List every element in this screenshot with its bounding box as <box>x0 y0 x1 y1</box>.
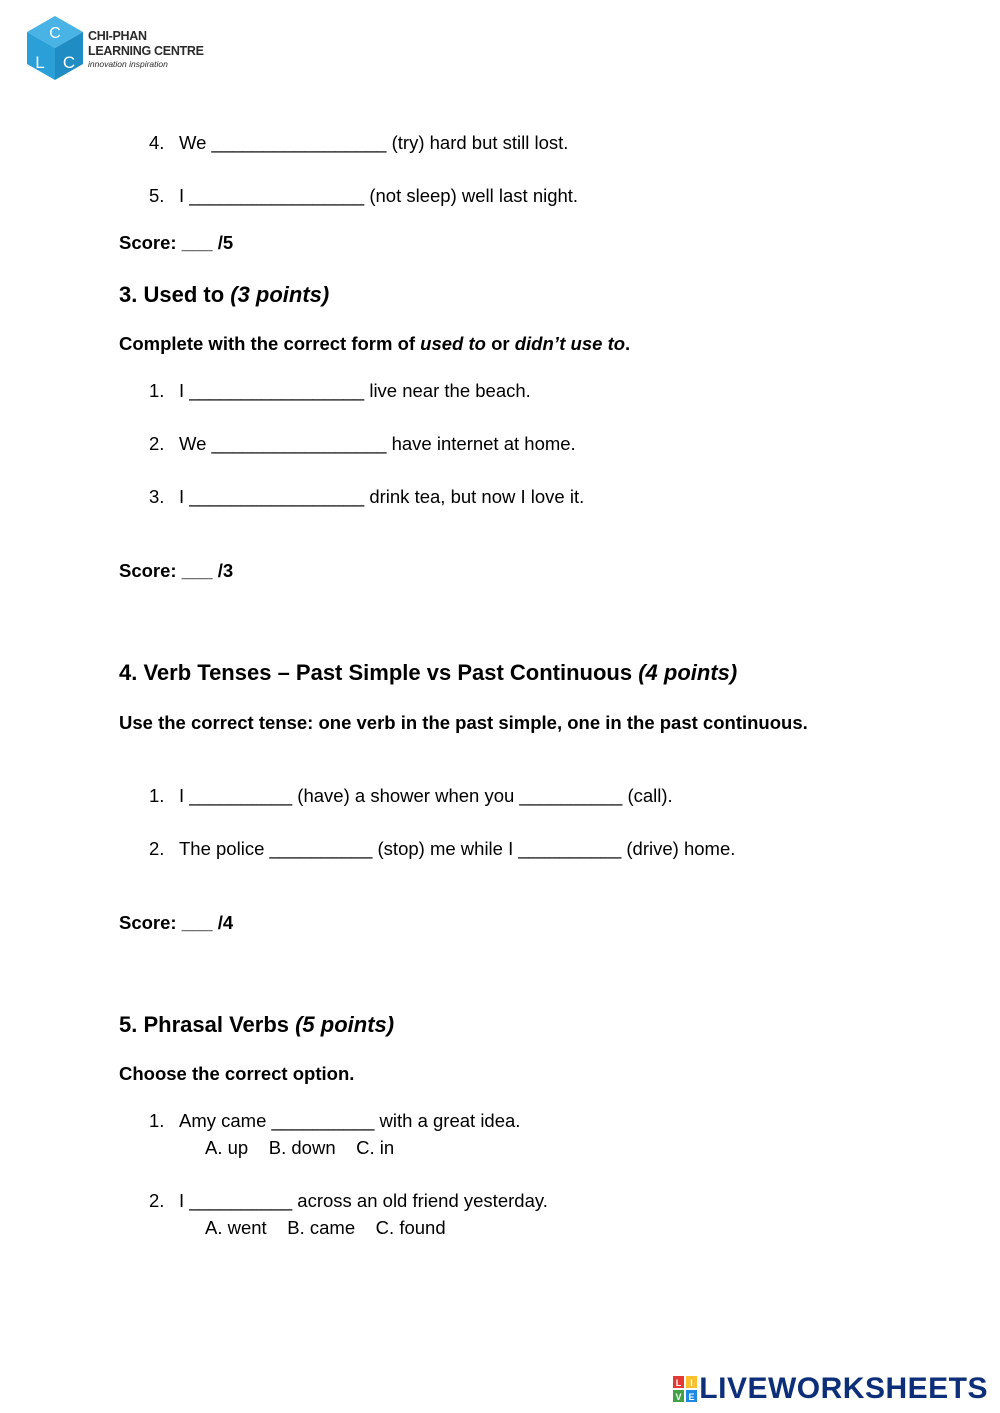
question-text: I _________________ drink tea, but now I love it. <box>179 486 585 507</box>
instruction-text: . <box>625 333 631 354</box>
question-text: I _________________ live near the beach. <box>179 380 531 401</box>
section-3-instruction <box>119 332 630 356</box>
question-2-5 <box>149 184 578 208</box>
question-text: We _________________ (try) hard but still lost. <box>179 132 569 153</box>
org-name-line1: CHI-PHAN <box>88 29 147 43</box>
question-5-1-options: A. up B. down C. in <box>205 1137 395 1158</box>
question-number: 2. <box>149 433 165 454</box>
question-4-2 <box>149 837 735 861</box>
score-blank: ___ <box>176 560 218 581</box>
score-blank: ___ <box>176 912 218 933</box>
question-3-2 <box>149 432 576 456</box>
question-text: The police __________ (stop) me while I __________ (drive) home. <box>179 838 736 859</box>
question-3-1 <box>149 379 531 403</box>
section-title: 3. Used to <box>119 282 231 307</box>
score-section-2 <box>119 231 233 255</box>
question-number: 5. <box>149 185 165 206</box>
question-text: I __________ across an old friend yesterday. <box>179 1190 548 1211</box>
instruction-emphasis: didn’t use to <box>514 333 626 354</box>
logo-letter-right: C <box>62 53 76 72</box>
section-points: (5 points) <box>295 1012 395 1037</box>
question-number: 2. <box>149 1190 165 1211</box>
section-points: (3 points) <box>230 282 330 307</box>
org-tagline: innovation inspiration <box>88 59 168 69</box>
logo-cube-icon <box>20 14 90 84</box>
brand-icon-letter: I <box>690 1378 694 1388</box>
question-2-4 <box>149 131 568 155</box>
section-3-heading <box>119 281 329 309</box>
section-4-heading <box>119 659 737 687</box>
instruction-emphasis: used to <box>420 333 486 354</box>
brand-icon-letter: V <box>675 1392 682 1402</box>
score-section-4 <box>119 911 233 935</box>
brand-icon-letter: L <box>676 1378 682 1388</box>
brand-icon-letter: E <box>688 1392 695 1402</box>
question-5-2-options: A. went B. came C. found <box>205 1217 446 1238</box>
section-5-instruction: Choose the correct option. <box>119 1063 355 1084</box>
score-label: Score: <box>119 912 177 933</box>
question-text: I __________ (have) a shower when you __________ (call). <box>179 785 673 806</box>
score-total: /5 <box>217 232 234 253</box>
question-number: 1. <box>149 785 165 806</box>
question-3-3 <box>149 485 584 509</box>
section-title: 5. Phrasal Verbs <box>119 1012 296 1037</box>
question-5-1 <box>149 1109 520 1133</box>
org-name-line2: LEARNING CENTRE <box>88 44 204 58</box>
question-number: 1. <box>149 1110 165 1131</box>
logo-text <box>88 29 204 70</box>
section-points: (4 points) <box>638 660 738 685</box>
brand-name: LIVEWORKSHEETS <box>699 1372 988 1405</box>
score-total: /4 <box>217 912 234 933</box>
question-number: 3. <box>149 486 165 507</box>
question-number: 2. <box>149 838 165 859</box>
section-5-heading <box>119 1011 394 1039</box>
question-number: 1. <box>149 380 165 401</box>
score-label: Score: <box>119 560 177 581</box>
question-number: 4. <box>149 132 165 153</box>
liveworksheets-icon <box>673 1376 697 1402</box>
question-text: Amy came __________ with a great idea. <box>179 1110 521 1131</box>
question-text: We _________________ have internet at home. <box>179 433 576 454</box>
question-5-2 <box>149 1189 548 1213</box>
score-total: /3 <box>217 560 234 581</box>
question-text: I _________________ (not sleep) well last night. <box>179 185 579 206</box>
question-4-1 <box>149 784 673 808</box>
section-4-instruction: Use the correct tense: one verb in the past simple, one in the past continuous. <box>119 712 808 733</box>
instruction-text: Complete with the correct form of <box>119 333 421 354</box>
liveworksheets-brand <box>673 1372 988 1406</box>
logo-letter-top: C <box>49 25 61 42</box>
logo-letter-left: L <box>35 53 45 72</box>
score-section-3 <box>119 559 233 583</box>
score-blank: ___ <box>176 232 218 253</box>
instruction-text: or <box>485 333 515 354</box>
section-title: 4. Verb Tenses – Past Simple vs Past Continuous <box>119 660 639 685</box>
score-label: Score: <box>119 232 177 253</box>
